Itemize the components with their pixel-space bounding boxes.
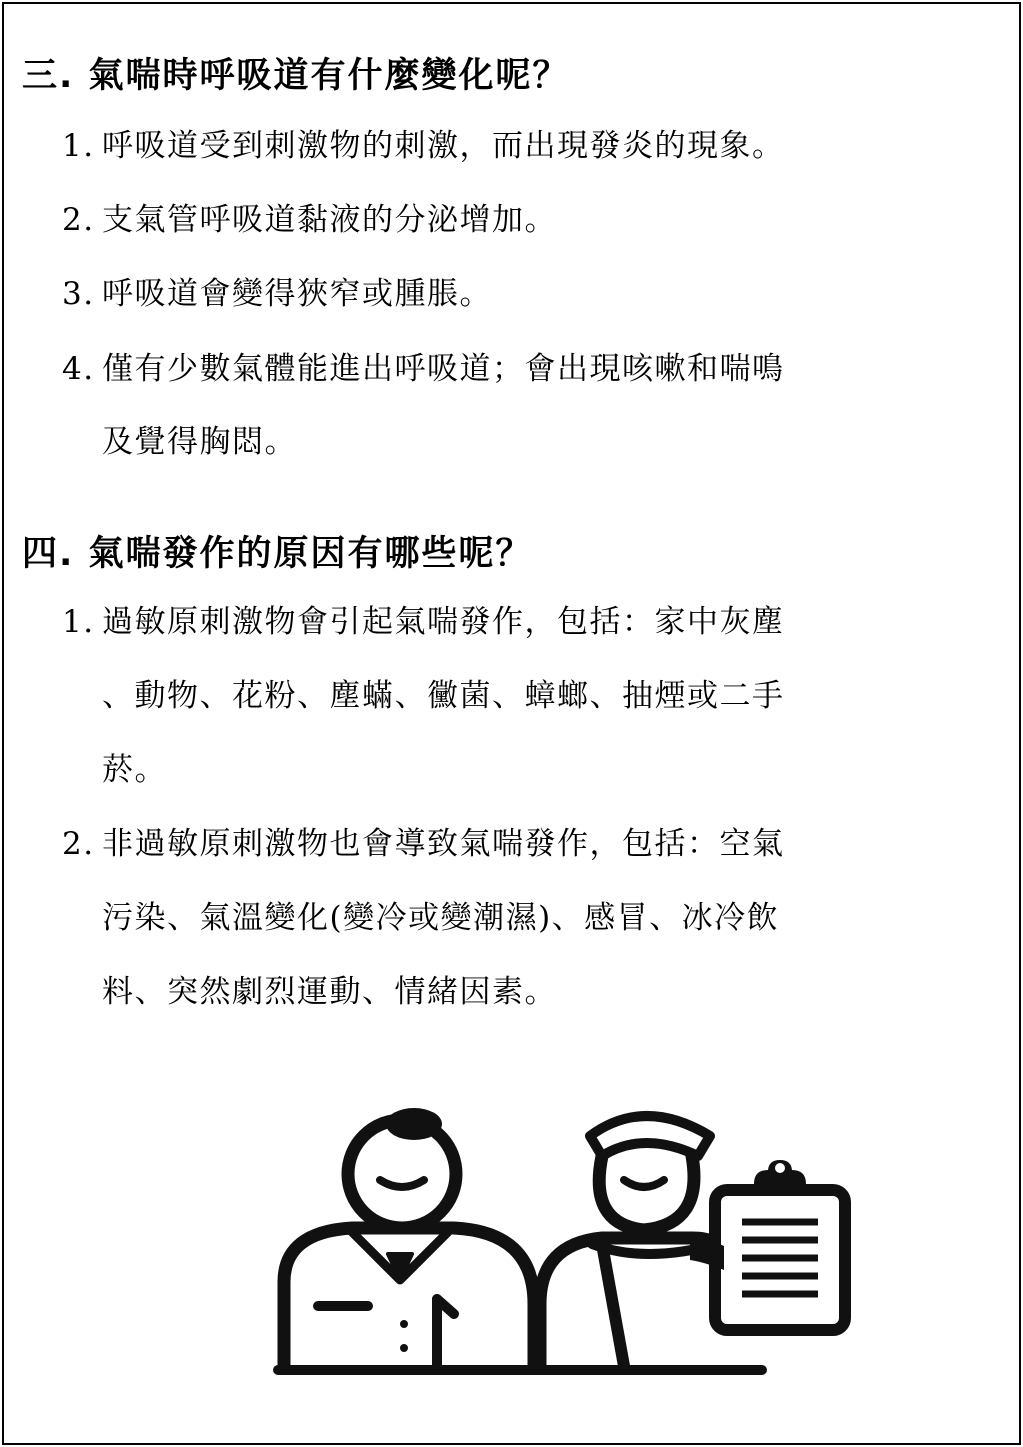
section4-item-1 [62, 602, 785, 642]
section4-item-1-continuation: 、動物、花粉、塵蟎、黴菌、蟑螂、抽煙或二手 [102, 678, 785, 714]
clipboard-icon [690, 1160, 845, 1330]
item-number: 1. [62, 128, 95, 164]
item-text: 非過敏原刺激物也會導致氣喘發作，包括：空氣 [102, 826, 785, 862]
item-text: 支氣管呼吸道黏液的分泌增加。 [102, 202, 557, 238]
item-text: 僅有少數氣體能進出呼吸道；會出現咳嗽和喘鳴 [102, 351, 785, 387]
item-number: 3. [62, 276, 95, 312]
item-number: 4. [62, 351, 95, 387]
section3-item-4 [62, 349, 785, 389]
item-text: 過敏原刺激物會引起氣喘發作，包括：家中灰塵 [102, 604, 785, 640]
section3-item-1 [62, 126, 785, 166]
doctor-nurse-illustration [272, 1094, 857, 1379]
item-number: 2. [62, 202, 95, 238]
section4-item-2-continuation: 料、突然劇烈運動、情緒因素。 [102, 974, 557, 1010]
item-text: 呼吸道會變得狹窄或腫脹。 [102, 276, 492, 312]
section4-item-1-continuation: 菸。 [102, 752, 167, 788]
item-number: 1. [62, 604, 95, 640]
item-number: 2. [62, 826, 95, 862]
item-text: 呼吸道受到刺激物的刺激，而出現發炎的現象。 [102, 128, 785, 164]
section4-heading: 四. 氣喘發作的原因有哪些呢？ [22, 534, 533, 574]
section4-item-2-continuation: 污染、氣溫變化(變冷或變潮濕)、感冒、冰冷飲 [102, 900, 780, 936]
section3-item-4-continuation: 及覺得胸悶。 [102, 424, 297, 460]
document-page [2, 2, 1021, 1445]
section3-heading: 三. 氣喘時呼吸道有什麼變化呢？ [22, 56, 570, 96]
section4-item-2 [62, 824, 785, 864]
section3-item-3 [62, 274, 492, 314]
doctor-icon [278, 1108, 544, 1370]
section3-item-2 [62, 200, 557, 240]
